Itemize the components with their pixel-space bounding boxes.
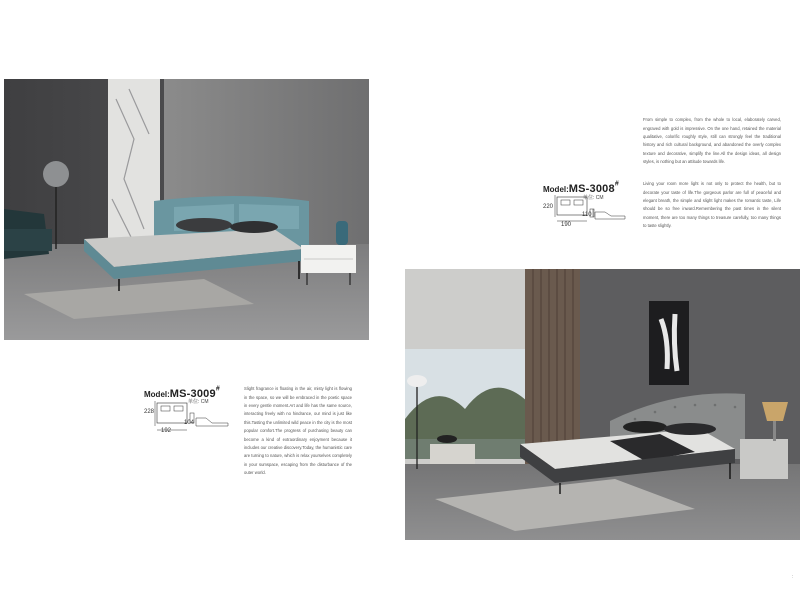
bed-photo-teal bbox=[4, 79, 369, 340]
width-dimension: 192 bbox=[161, 428, 172, 434]
height-dimension: 228 bbox=[144, 409, 155, 415]
height-dimension: 220 bbox=[543, 204, 554, 210]
unit-label: 单位: CM bbox=[583, 195, 604, 201]
bed-height-dimension: 104 bbox=[184, 420, 195, 426]
model-label: Model: bbox=[543, 185, 569, 194]
bed-height-dimension: 110 bbox=[582, 212, 592, 218]
model-number: MS-3009 bbox=[169, 388, 216, 400]
model-label: Model: bbox=[144, 390, 170, 399]
unit-label: 单位: CM bbox=[188, 399, 209, 405]
dimension-diagram bbox=[545, 192, 645, 230]
page-number: : bbox=[792, 574, 794, 580]
description-paragraph: Living your room more light is not only to protect the health, but to decorate your taste of life.The gorgeous parlor are full of peaceful and elegant breath, the simple and slight light makes the romantic taste, Life should be so free inward.Remembering the past times in the silent moment, there are too many things to treasure carefully, too many things to taste slightly. bbox=[643, 181, 781, 229]
model-mark: # bbox=[614, 180, 619, 188]
width-dimension: 190 bbox=[561, 222, 572, 228]
description-paragraph: Slight fragrance is floating in the air, misty light is flowing in the space, so we will be embraced in the poetic space in every gentle moment.Art and life has the same source, interacting freely with no hindrance, our mind is just like this.Tasting the unlimited wild peace in the city is the most popular comfort.The progress of purchasing beauty can become a kind of extraordinary enjoyment because it includes our creative discovery.Today, the humanistic care are turning to nature, which is relax yourselves completely in your sumspace, escaping from the disturbance of the outer world. bbox=[244, 386, 352, 476]
model-number: MS-3008 bbox=[568, 183, 615, 195]
model-mark: # bbox=[215, 385, 220, 393]
description-paragraph: From simple to complex, from the whole to local, elaborately carved, engraved with gold is impressive. On the one hand, retained the material qualitative, colorific roughly style, still can strongly feel the traditional history and rich cultural background, and abandoned the overly complex texture and decorative, simplify the line.All the design ideas, all design styles, is nothing but an attitude towards life. bbox=[643, 117, 781, 165]
bed-photo-grey bbox=[405, 269, 800, 540]
